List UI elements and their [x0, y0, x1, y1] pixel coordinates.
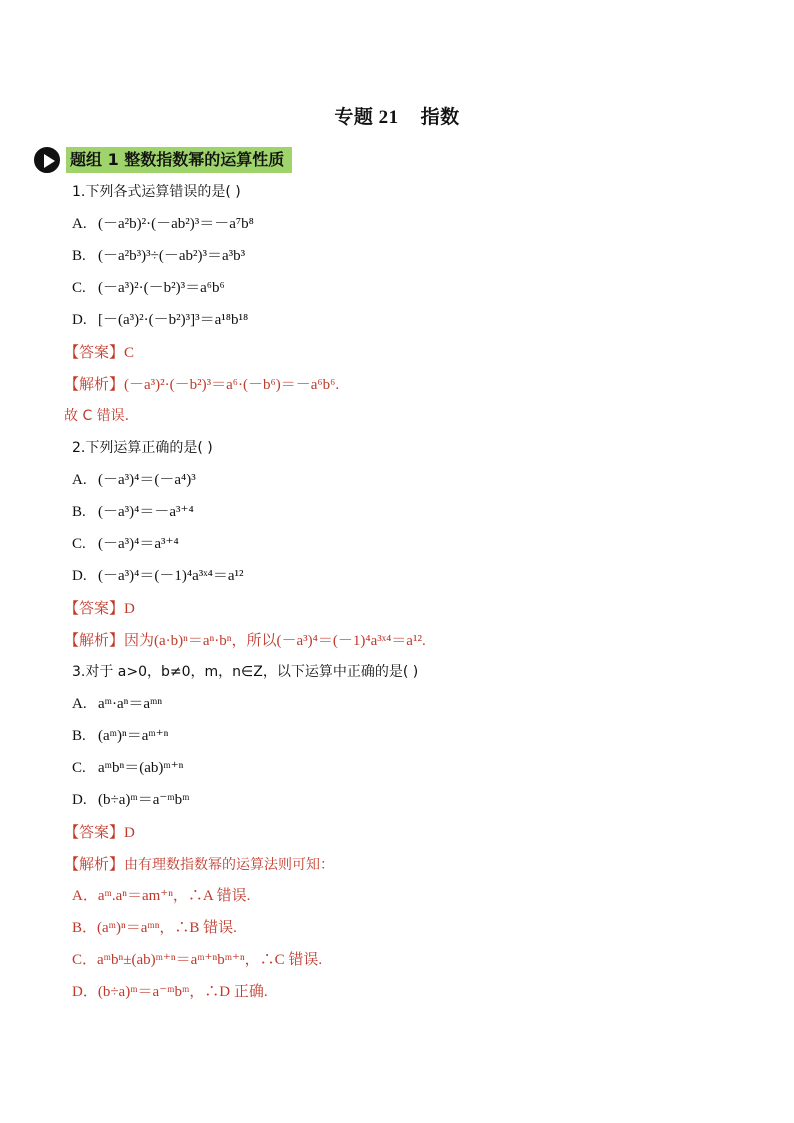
q1-analysis: [64, 368, 752, 400]
q2-answer: [64, 592, 752, 624]
q2-analysis: [64, 624, 752, 656]
option-expr: (－a²b)²·(－ab²)³＝－a⁷b⁸: [98, 216, 254, 232]
option-expr: (－a³)⁴＝－a³⁺⁴: [98, 504, 194, 520]
option-letter: C.: [72, 536, 86, 552]
title-part2: 指数: [420, 107, 460, 128]
option-expr: (－a³)⁴＝(－1)⁴a³ˣ⁴＝a¹²: [98, 568, 244, 584]
option-expr: (－a²b³)³÷(－ab²)³＝a³b³: [98, 248, 246, 264]
option-letter: A.: [72, 216, 87, 232]
option-letter: B.: [72, 728, 86, 744]
q1-option-b: [72, 240, 752, 272]
q3-option-a: [72, 688, 752, 720]
question-1-stem: 1.下列各式运算错误的是( ): [72, 184, 241, 200]
option-letter: C.: [72, 280, 86, 296]
question-group-label: 题组 1 整数指数幂的运算性质: [66, 147, 292, 173]
option-letter: C.: [72, 760, 86, 776]
q2-option-b: [72, 496, 752, 528]
q1-analysis-conclusion: 故 C 错误.: [64, 408, 130, 424]
q2-option-d: [72, 560, 752, 592]
option-expr: (－a³)²·(－b²)³＝a⁶b⁶: [98, 280, 225, 296]
answer-value: D: [124, 601, 135, 617]
analysis-tag: 【解析】: [64, 855, 125, 873]
answer-value: D: [124, 825, 135, 841]
analysis-text: 因为(a·b)ⁿ＝aⁿ·bⁿ，所以(－a³)⁴＝(－1)⁴a³ˣ⁴＝a¹².: [124, 633, 426, 649]
q1-option-a: [72, 208, 752, 240]
option-expr: (－a³)⁴＝a³⁺⁴: [98, 536, 179, 552]
option-letter: A.: [72, 472, 87, 488]
q1-option-c: [72, 272, 752, 304]
analysis-text: 由有理数指数幂的运算法则可知：: [124, 857, 335, 873]
option-letter: B.: [72, 248, 86, 264]
analysis-tag: 【解析】: [64, 375, 125, 393]
q3-option-d: [72, 784, 752, 816]
document-body: [64, 176, 752, 1008]
q1-option-d: [72, 304, 752, 336]
q3-option-c: [72, 752, 752, 784]
option-expr: (b÷a)ᵐ＝a⁻ᵐbᵐ: [98, 792, 190, 808]
option-letter: D.: [72, 792, 87, 808]
q3-analysis-line-d: D．(b÷a)ᵐ＝a⁻ᵐbᵐ，∴D 正确.: [72, 984, 268, 1000]
option-expr: (－a³)⁴＝(－a⁴)³: [98, 472, 196, 488]
question-3-stem: 3.对于 a>0，b≠0，m，n∈Z，以下运算中正确的是( ): [72, 664, 419, 680]
page-title: [0, 102, 794, 129]
answer-tag: 【答案】: [64, 823, 125, 841]
option-expr: (aᵐ)ⁿ＝aᵐ⁺ⁿ: [98, 728, 169, 744]
q2-option-c: [72, 528, 752, 560]
option-letter: D.: [72, 568, 87, 584]
q3-answer: [64, 816, 752, 848]
q3-analysis-line-b: B．(aᵐ)ⁿ＝aᵐⁿ，∴B 错误.: [72, 920, 237, 936]
answer-tag: 【答案】: [64, 343, 125, 361]
option-expr: aᵐbⁿ＝(ab)ᵐ⁺ⁿ: [98, 760, 184, 776]
option-letter: A.: [72, 696, 87, 712]
title-part1: 专题 21: [334, 107, 399, 128]
analysis-text: (－a³)²·(－b²)³＝a⁶·(－b⁶)＝－a⁶b⁶.: [124, 377, 340, 393]
q1-answer: [64, 336, 752, 368]
q2-option-a: [72, 464, 752, 496]
option-expr: [－(a³)²·(－b²)³]³＝a¹⁸b¹⁸: [98, 312, 249, 328]
q3-analysis-line-c: C．aᵐbⁿ±(ab)ᵐ⁺ⁿ＝aᵐ⁺ⁿbᵐ⁺ⁿ，∴C 错误.: [72, 952, 323, 968]
q3-option-b: [72, 720, 752, 752]
option-letter: D.: [72, 312, 87, 328]
answer-tag: 【答案】: [64, 599, 125, 617]
play-arrow-icon: [34, 147, 60, 173]
question-2-stem: 2.下列运算正确的是( ): [72, 440, 213, 456]
answer-value: C: [124, 345, 135, 361]
option-letter: B.: [72, 504, 86, 520]
analysis-tag: 【解析】: [64, 631, 125, 649]
q3-analysis-line-a: A．aᵐ.aⁿ＝am⁺ⁿ，∴A 错误.: [72, 888, 251, 904]
question-group-header: [34, 146, 292, 174]
q3-analysis: [64, 848, 752, 880]
option-expr: aᵐ·aⁿ＝aᵐⁿ: [98, 696, 163, 712]
